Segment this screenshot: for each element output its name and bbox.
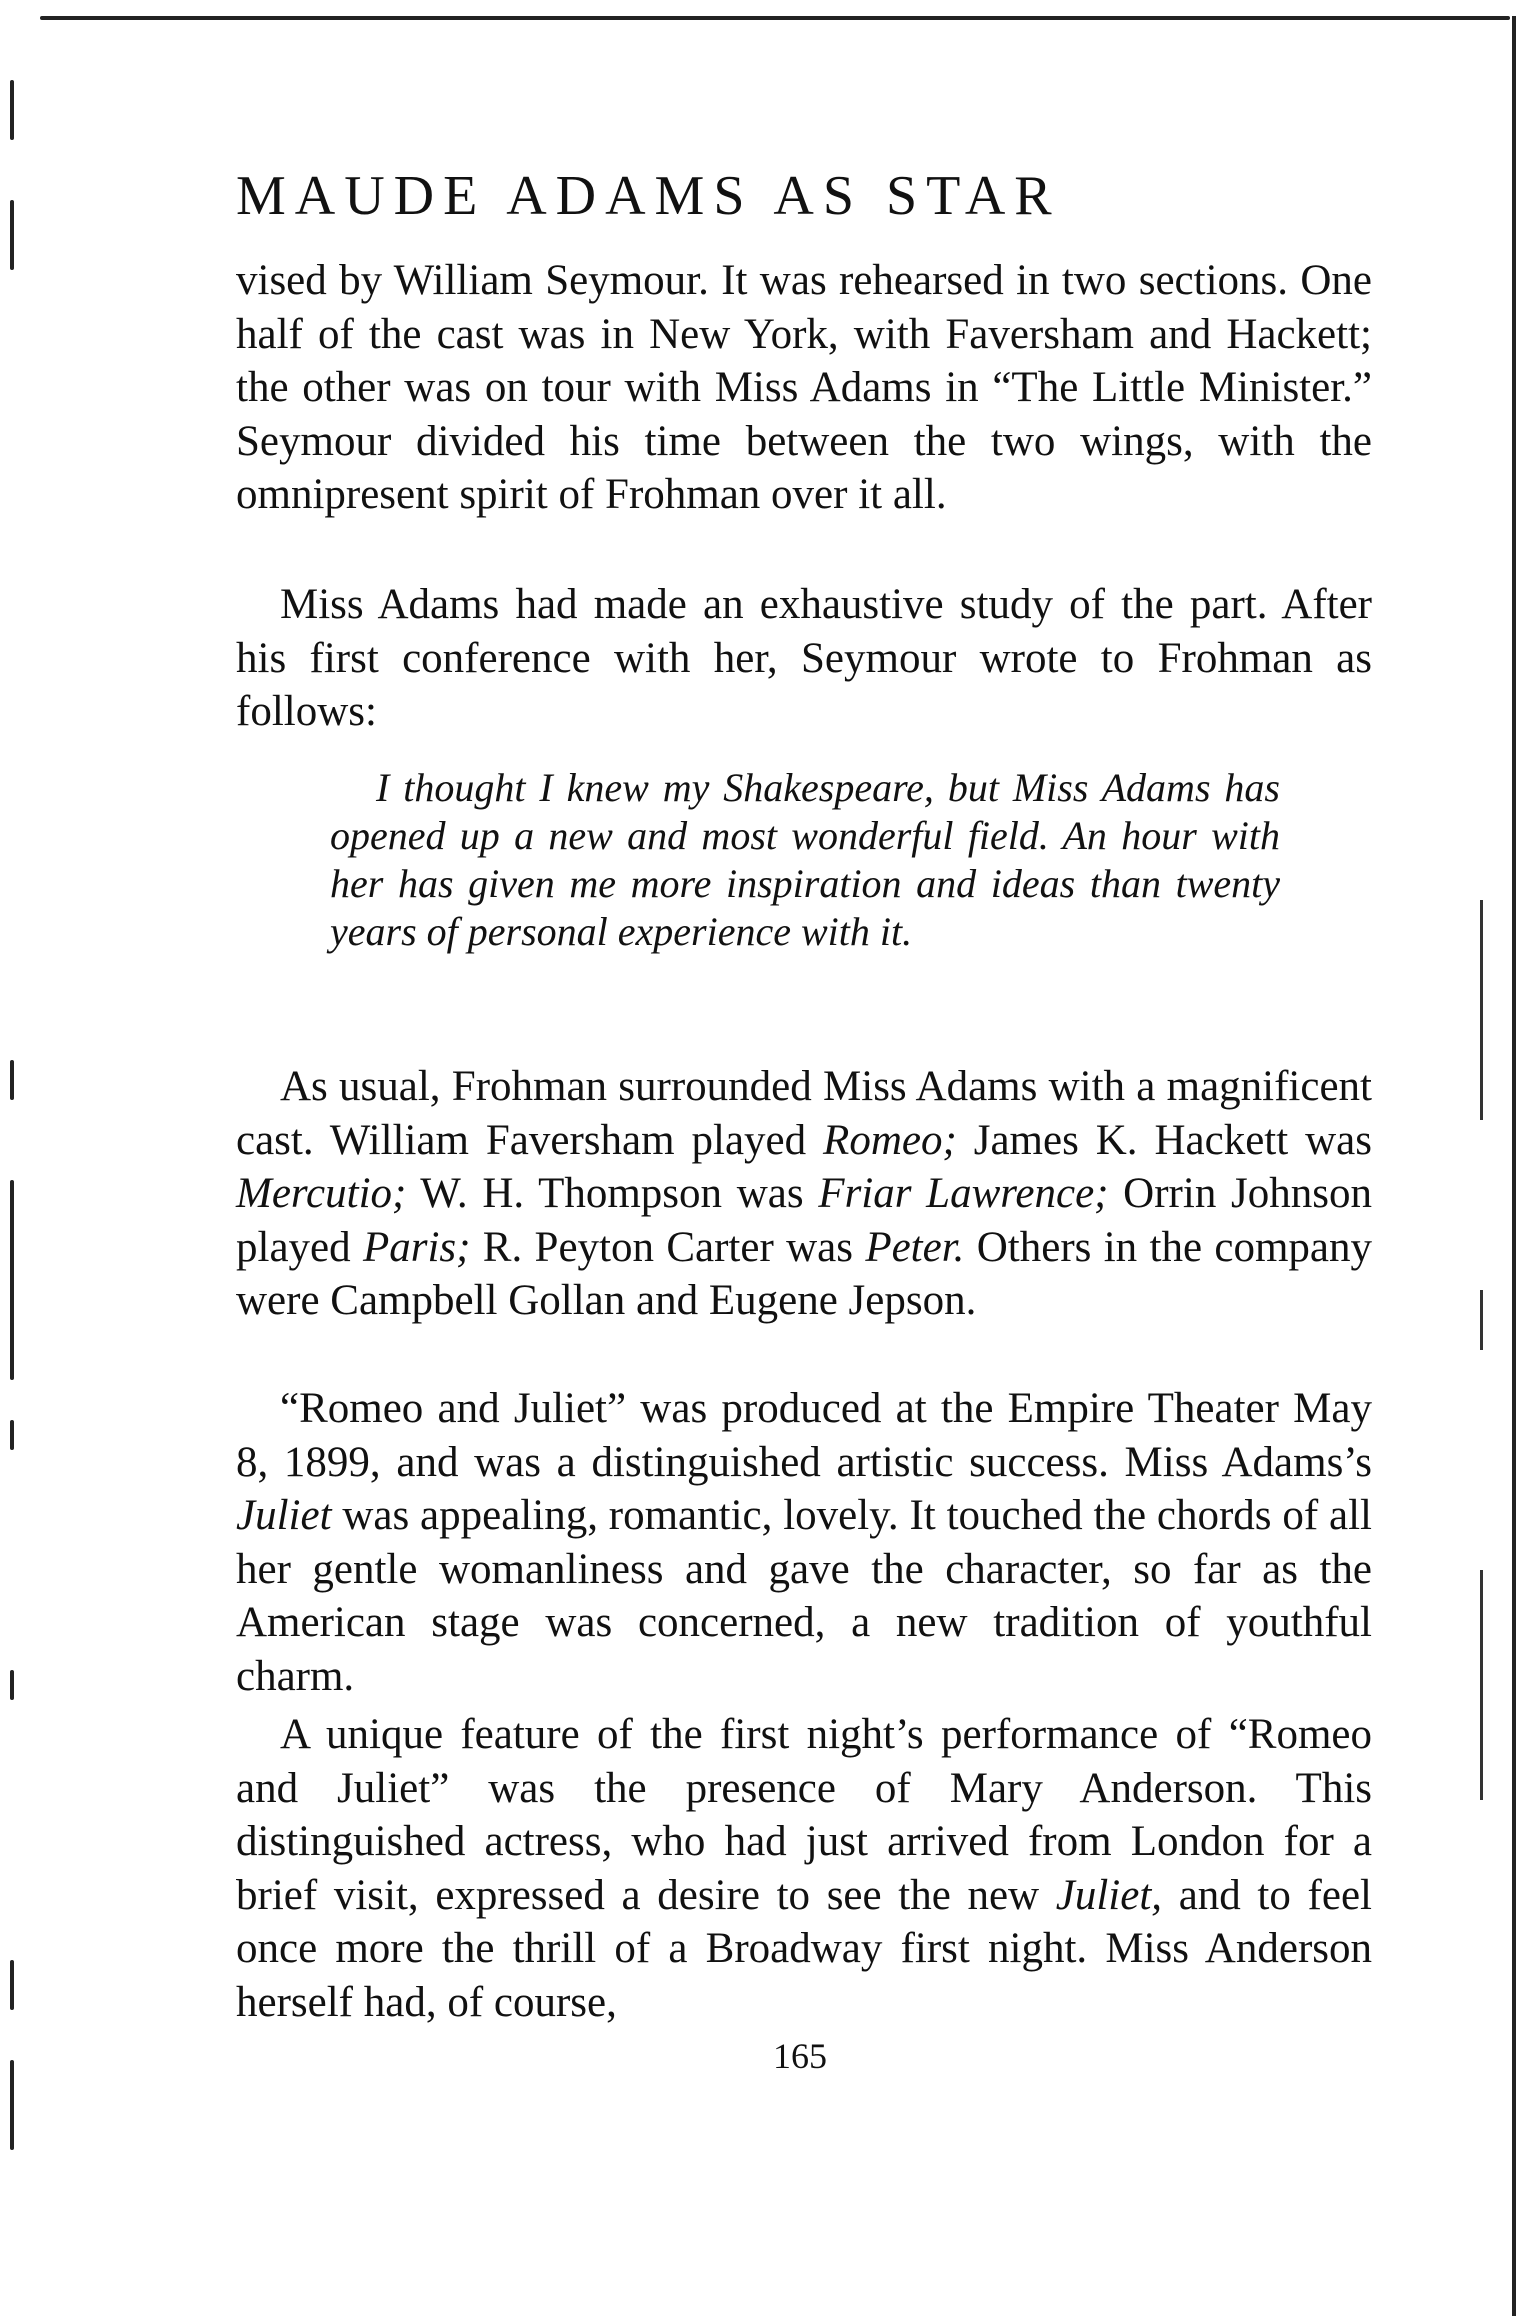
binding-mark: [10, 80, 14, 140]
page-number: 165: [773, 2036, 827, 2076]
block-quote: I thought I knew my Shakespeare, but Miss Adams has opened up a new and most wonderful field. An hour with her has given me more inspiration and ideas than twenty years of personal experience with it.: [330, 765, 1280, 954]
role-name: Juliet: [236, 1492, 332, 1539]
text-run: W. H. Thompson was: [406, 1170, 819, 1217]
text-run: “Romeo and Juliet” was produced at the Empire Theater May 8, 1899, and was a distinguished artistic success. Miss Adams’s: [236, 1385, 1372, 1486]
paragraph-continuation: vised by William Seymour. It was rehearsed in two sections. One half of the cast was in New York, with Faversham and Hackett; the other was on tour with Miss Adams in “The Little Minister.” Seymour divided his time between the two wings, with the omnipresent spirit of Frohman over it all.: [236, 257, 1372, 518]
binding-mark: [10, 1670, 14, 1700]
margin-mark: [1480, 1290, 1483, 1350]
text-run: As usual, Frohman surrounded Miss Adams with a magnificent cast. William Faversham played: [236, 1063, 1372, 1164]
paragraph-text: [236, 1060, 1372, 1328]
text-run: Others in the company were Campbell Gollan and Eugene Jepson.: [236, 1223, 1372, 1324]
role-name: Paris;: [362, 1223, 471, 1271]
role-name: Romeo;: [823, 1116, 957, 1164]
binding-mark: [10, 2060, 14, 2150]
binding-mark: [10, 1180, 14, 1380]
role-name: Peter.: [865, 1223, 965, 1271]
binding-mark: [10, 1960, 14, 2010]
text-run: R. Peyton Carter was: [470, 1223, 866, 1271]
margin-mark: [1480, 1570, 1483, 1800]
body-paragraph: [236, 578, 1372, 739]
body-paragraph: [236, 254, 1372, 522]
role-name: Juliet,: [1055, 1871, 1163, 1919]
page-right-edge: [1512, 16, 1516, 2316]
body-paragraph: [236, 1060, 1372, 1328]
text-run: A unique feature of the first night’s performance of “Romeo and Juliet” was the presence of Mary Anderson. This distinguished actress, who had just arrived from London for a brief visit, expressed a desire to see the new: [236, 1711, 1372, 1919]
binding-mark: [10, 200, 14, 270]
paragraph-text: Miss Adams had made an exhaustive study of the part. After his first conference with her, Seymour wrote to Frohman as follows:: [236, 581, 1372, 735]
paragraph-text: [236, 1382, 1372, 1703]
role-name: Friar Lawrence;: [818, 1170, 1109, 1217]
text-run: James K. Hackett was: [956, 1116, 1372, 1164]
margin-mark: [1480, 900, 1483, 1120]
body-paragraph: [236, 1708, 1372, 2029]
binding-mark: [10, 1420, 14, 1450]
text-run: was appealing, romantic, lovely. It touched the chords of all her gentle womanliness and gave the character, so far as the American stage was concerned, a new tradition of youthful charm.: [236, 1492, 1372, 1700]
text-run: Orrin Johnson played: [236, 1170, 1372, 1271]
paragraph-text: [236, 1708, 1372, 2029]
running-head: MAUDE ADAMS AS STAR: [236, 165, 1061, 227]
role-name: Mercutio;: [236, 1170, 407, 1217]
binding-mark: [10, 1060, 14, 1100]
text-run: and to feel once more the thrill of a Broadway first night. Miss Anderson herself had, of course,: [236, 1871, 1372, 2026]
page-top-edge: [40, 16, 1510, 20]
body-paragraph: [236, 1382, 1372, 1703]
